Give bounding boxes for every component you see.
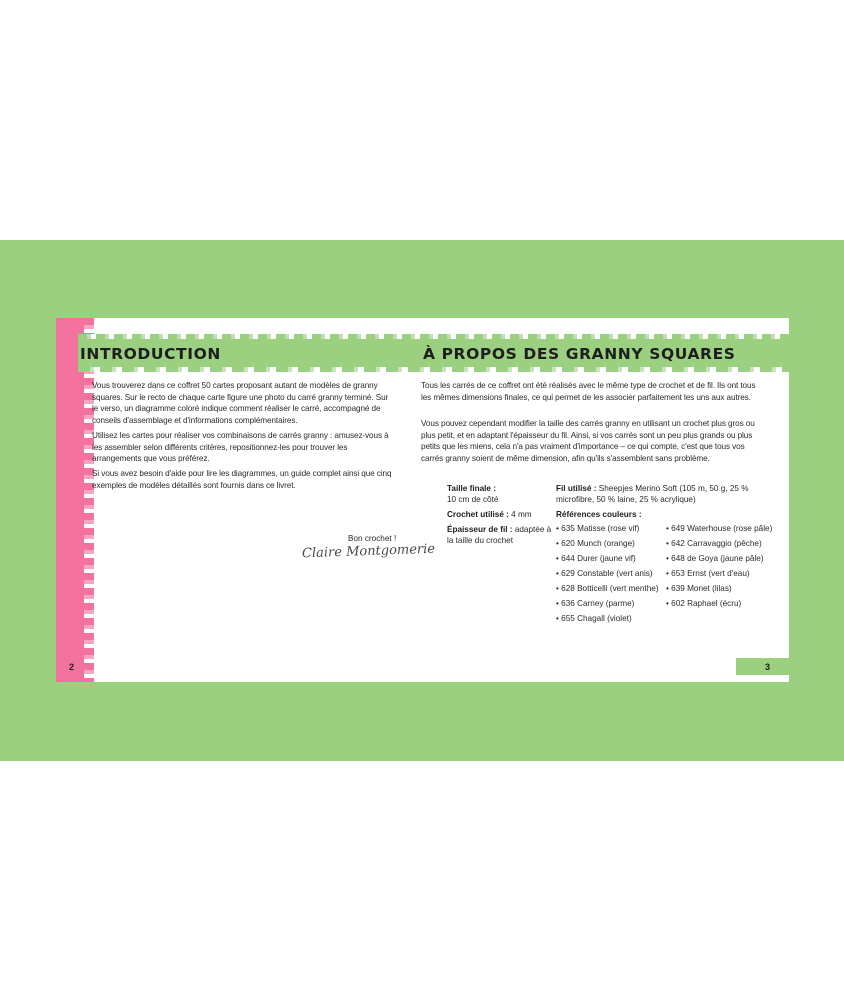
green-brush-edge-bottom xyxy=(78,367,789,372)
about-paragraph-2: Vous pouvez cependant modifier la taille des carrés granny en utilisant un crochet plus gros ou plus petit, et en adaptant l'épaisseur du fil. Ainsi, si vos carrés sont un peu plus grands ou plus petits que les miens, cela n'a pas vraiment d'importance – ce qui compte, c'est que tous vos carrés granny soient de même dimension, afin qu'ils s'assemblent sans problème. xyxy=(421,419,755,463)
pink-brush-edge xyxy=(84,318,94,682)
color-list-1 xyxy=(556,523,668,628)
list-item: • 655 Chagall (violet) xyxy=(556,614,632,623)
spec-final-size xyxy=(447,483,557,505)
list-item: • 629 Constable (vert anis) xyxy=(556,569,653,578)
page-number-brush xyxy=(736,658,789,675)
intro-paragraph-2: Utilisez les cartes pour réaliser vos combinaisons de carrés granny : amusez-vous à les assembler selon différents critères, repositionnez-les pour trouver les arrangements que vous préférez. xyxy=(92,431,389,464)
spec-color-references xyxy=(556,509,756,520)
list-item: • 649 Waterhouse (rose pâle) xyxy=(666,524,773,533)
list-item: • 642 Carravaggio (pêche) xyxy=(666,539,762,548)
closing-line: Bon crochet ! xyxy=(348,534,397,543)
list-item: • 648 de Goya (jaune pâle) xyxy=(666,554,764,563)
spec-yarn-label: Fil utilisé : xyxy=(556,484,597,493)
spec-hook-label: Crochet utilisé : xyxy=(447,510,509,519)
spec-color-references-label: Références couleurs : xyxy=(556,510,642,519)
list-item: • 644 Durer (jaune vif) xyxy=(556,554,636,563)
about-paragraph-1: Tous les carrés de ce coffret ont été réalisés avec le même type de crochet et de fil. Ils ont tous les mêmes dimensions finales, ce qui permet de les associer parfaitement les uns aux autres. xyxy=(421,381,756,402)
list-item: • 639 Monet (lilas) xyxy=(666,584,732,593)
booklet-spread xyxy=(56,318,789,682)
spec-final-size-label: Taille finale : xyxy=(447,484,496,493)
spec-yarn-weight xyxy=(447,524,557,546)
list-item: • 653 Ernst (vert d'eau) xyxy=(666,569,750,578)
list-item: • 620 Munch (orange) xyxy=(556,539,635,548)
introduction-heading: INTRODUCTION xyxy=(80,345,221,363)
intro-paragraph-1: Vous trouverez dans ce coffret 50 cartes proposant autant de modèles de granny squares. Sur le recto de chaque carte figure une photo du carré granny terminé. Sur le verso, un diagramme coloré indique comment réaliser le carré, accompagné de conseils d'assemblage et d'informations complémentaires. xyxy=(92,381,389,425)
spec-yarn-weight-value: adaptée à la taille du crochet xyxy=(447,525,552,545)
list-item: • 628 Botticelli (vert menthe) xyxy=(556,584,659,593)
signature: Claire Montgomerie xyxy=(301,541,436,562)
spec-hook-value: 4 mm xyxy=(511,510,532,519)
intro-paragraph-3: Si vous avez besoin d'aide pour lire les diagrammes, un guide complet ainsi que cinq exemples de modèles détaillés sont fournis dans ce livret. xyxy=(92,469,392,490)
page-number-right: 3 xyxy=(765,662,771,672)
about-heading: À PROPOS DES GRANNY SQUARES xyxy=(423,345,736,363)
spec-yarn-weight-label: Épaisseur de fil : xyxy=(447,525,513,534)
color-list-2 xyxy=(666,523,786,613)
spec-yarn xyxy=(556,483,781,505)
spec-final-size-value: 10 cm de côté xyxy=(447,495,499,504)
list-item: • 636 Carney (parme) xyxy=(556,599,635,608)
spec-yarn-value: Sheepjes Merino Soft (105 m, 50 g, 25 % microfibre, 50 % laine, 25 % acrylique) xyxy=(556,484,749,504)
list-item: • 602 Raphael (écru) xyxy=(666,599,742,608)
list-item: • 635 Matisse (rose vif) xyxy=(556,524,640,533)
spec-hook xyxy=(447,509,557,520)
page-number-left: 2 xyxy=(69,662,75,672)
